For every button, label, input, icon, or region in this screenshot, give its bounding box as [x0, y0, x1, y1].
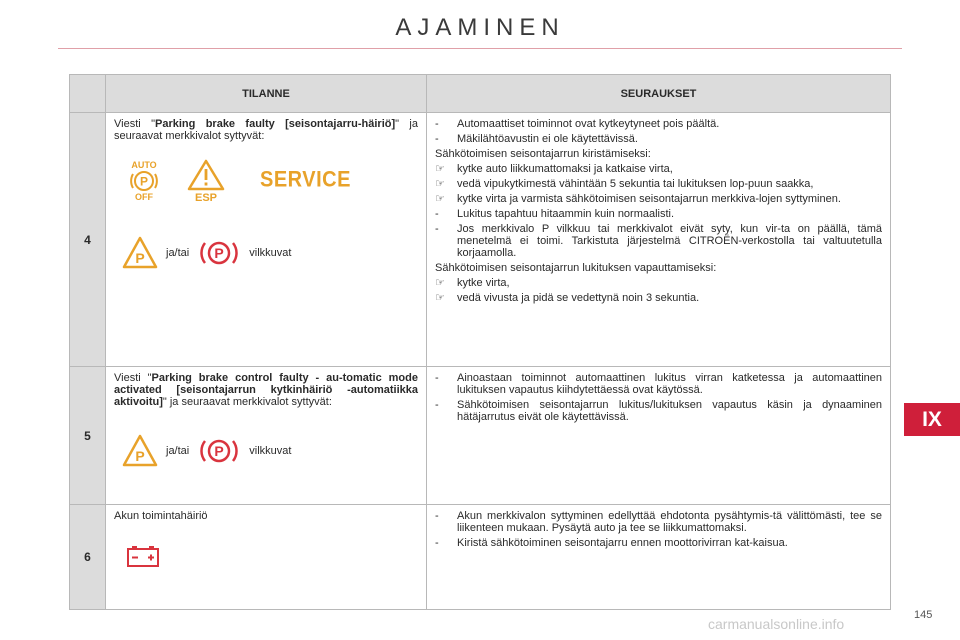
- list-item: [435, 208, 882, 220]
- consequences-list: [435, 372, 882, 423]
- bullet-marker: -: [435, 537, 439, 549]
- consequences-list: [435, 118, 882, 304]
- list-item: [435, 118, 882, 130]
- list-item: [435, 372, 882, 396]
- row-number: 6: [70, 505, 106, 610]
- list-item: [435, 148, 882, 160]
- pointing-hand-icon: ☞: [435, 193, 445, 205]
- list-item: [435, 178, 882, 190]
- table-row: [70, 367, 891, 505]
- list-item-text: vedä vivusta ja pidä se vedettynä noin 3 sekuntia.: [457, 292, 700, 304]
- list-item-text: kytke virta,: [457, 277, 510, 289]
- brake-icon-row: [122, 434, 418, 468]
- table-row: [70, 505, 891, 610]
- consequences-list: [435, 510, 882, 549]
- svg-text:P: P: [135, 448, 145, 464]
- svg-text:P: P: [135, 250, 145, 266]
- bullet-marker: -: [435, 133, 439, 145]
- parking-brake-warning-icon: [122, 434, 158, 468]
- brake-icon-row: [122, 236, 418, 270]
- situation-description: Akun toimintahäiriö: [114, 510, 208, 522]
- list-item: [435, 277, 882, 289]
- list-item: [435, 510, 882, 534]
- pointing-hand-icon: ☞: [435, 163, 445, 175]
- svg-text:ESP: ESP: [194, 192, 218, 202]
- list-item-text: Sähkötoimisen seisontajarrun lukitus/lukituksen vapautus käsin ja dynaaminen hätäjarrutus eivät ole käytettävissä.: [457, 399, 882, 423]
- svg-text:P: P: [214, 443, 224, 459]
- bullet-marker: -: [435, 399, 439, 411]
- watermark: carmanualsonline.info: [708, 616, 845, 632]
- situation-cell: [106, 367, 427, 505]
- list-item-text: Lukitus tapahtuu hitaammin kuin normaalisti.: [457, 208, 675, 220]
- battery-icon-row: [126, 544, 418, 571]
- list-item: [435, 163, 882, 175]
- pointing-hand-icon: ☞: [435, 292, 445, 304]
- chapter-tab[interactable]: IX: [904, 403, 960, 436]
- page-number: 145: [914, 609, 933, 621]
- situation-cell: [106, 113, 427, 367]
- list-item: [435, 292, 882, 304]
- list-item-text: vedä vipukytkimestä vähintään 5 sekuntia tai lukituksen lop-puun saakka,: [457, 178, 814, 190]
- list-item-text: Sähkötoimisen seisontajarrun lukituksen vapauttamiseksi:: [435, 262, 717, 274]
- warning-icon-row: [122, 158, 418, 202]
- list-item-text: Jos merkkivalo P vilkkuu tai merkkivalot eivät syty, kun vir-ta on päällä, tämä menetelmä ei toimi. Tarkistuta järjestelmä CITROËN-verkostolla tai valtuutetulla korjaamolla.: [457, 223, 882, 259]
- bullet-marker: -: [435, 118, 439, 130]
- situation-cell: [106, 505, 427, 610]
- pointing-hand-icon: ☞: [435, 178, 445, 190]
- service-warning-icon: SERVICE: [260, 167, 351, 193]
- consequences-cell: [427, 505, 891, 610]
- list-item: [435, 537, 882, 549]
- list-item: [435, 223, 882, 259]
- blink-label: vilkkuvat: [249, 445, 292, 457]
- list-item-text: Akun merkkivalon syttyminen edellyttää ehdotonta pysähtymis-tä välittömästi, tee se liikenteen mukaan. Pysäytä auto ja tee se liikkumattomaksi.: [457, 510, 882, 534]
- page-title: AJAMINEN: [395, 14, 565, 41]
- row-number: 5: [70, 367, 106, 505]
- battery-warning-icon: [126, 544, 160, 568]
- list-item: [435, 193, 882, 205]
- bullet-marker: -: [435, 208, 439, 220]
- parking-brake-red-icon: [197, 434, 241, 468]
- title-divider: [58, 48, 902, 49]
- list-item-text: Ainoastaan toiminnot automaattinen lukitus virran katketessa ja automaattinen lukituksen vapautus kiihdytettäessä ovat käytössä.: [457, 372, 882, 396]
- parking-brake-red-icon: [197, 236, 241, 270]
- header-consequences: SEURAUKSET: [427, 75, 891, 113]
- bullet-marker: -: [435, 223, 439, 235]
- list-item-text: Sähkötoimisen seisontajarrun kiristämiseksi:: [435, 148, 651, 160]
- svg-text:AUTO: AUTO: [131, 160, 157, 170]
- list-item: [435, 399, 882, 423]
- list-item-text: Kiristä sähkötoiminen seisontajarru ennen moottorivirran kat-kaisua.: [457, 537, 788, 549]
- svg-text:P: P: [214, 245, 224, 261]
- blink-label: vilkkuvat: [249, 247, 292, 259]
- situation-description: Viesti "Parking brake control faulty - au-tomatic mode activated [seisontajarrun kytkinhäiriö -automatiikka aktivoitu]" ja seuraavat merkkivalot syttyvät:: [114, 372, 418, 408]
- fault-table: [69, 74, 891, 610]
- list-item-text: kytke auto liikkumattomaksi ja katkaise virta,: [457, 163, 673, 175]
- header-situation: TILANNE: [106, 75, 427, 113]
- table-header-row: [70, 75, 891, 113]
- situation-description: Viesti "Parking brake faulty [seisontajarru-häiriö]" ja seuraavat merkkivalot syttyvät:: [114, 118, 418, 142]
- esp-warning-icon: [184, 158, 228, 202]
- consequences-cell: [427, 367, 891, 505]
- list-item: [435, 133, 882, 145]
- bullet-marker: -: [435, 510, 439, 522]
- list-item-text: kytke virta ja varmista sähkötoimisen seisontajarrun merkkiva-lojen syttyminen.: [457, 193, 841, 205]
- bullet-marker: -: [435, 372, 439, 384]
- or-label: ja/tai: [166, 247, 190, 259]
- table-row: [70, 113, 891, 367]
- row-number: 4: [70, 113, 106, 367]
- svg-text:P: P: [139, 174, 149, 189]
- parking-brake-warning-icon: [122, 236, 158, 270]
- auto-parking-brake-off-icon: [122, 158, 166, 202]
- header-number-cell: [70, 75, 106, 113]
- list-item: [435, 262, 882, 274]
- pointing-hand-icon: ☞: [435, 277, 445, 289]
- list-item-text: Automaattiset toiminnot ovat kytkeytyneet pois päältä.: [457, 118, 720, 130]
- list-item-text: Mäkilähtöavustin ei ole käytettävissä.: [457, 133, 638, 145]
- or-label: ja/tai: [166, 445, 190, 457]
- svg-text:OFF: OFF: [135, 192, 153, 202]
- consequences-cell: [427, 113, 891, 367]
